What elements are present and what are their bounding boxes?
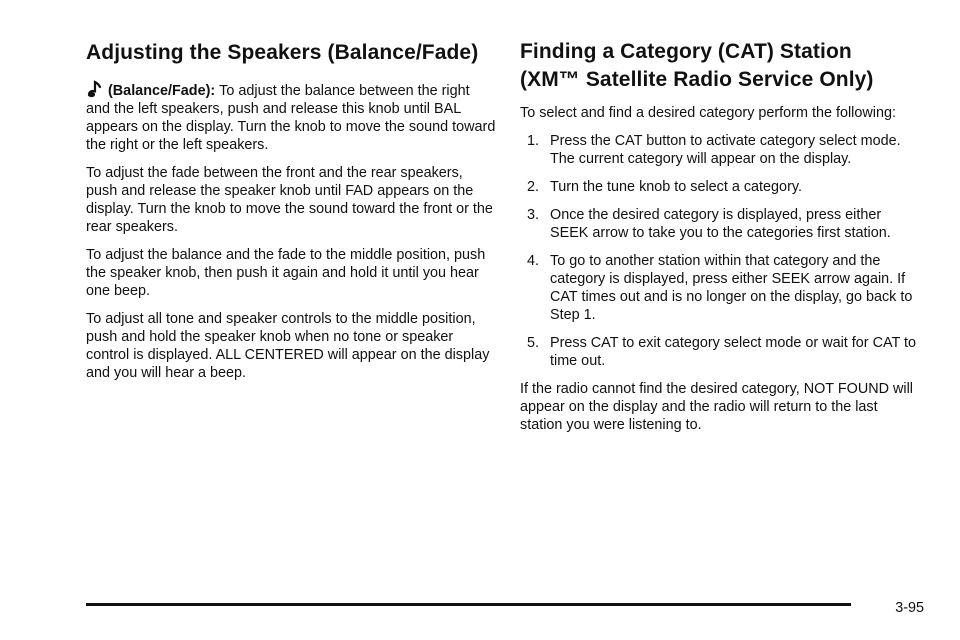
list-item <box>520 132 920 168</box>
fade-paragraph: To adjust the fade between the front and the rear speakers, push and release the speaker knob until FAD appears on the display. Turn the knob to move the sound toward the front or the rear speakers. <box>86 165 493 235</box>
step-text: Turn the tune knob to select a category. <box>550 179 802 195</box>
step-text: Once the desired category is displayed, press either SEEK arrow to take you to the categories first station. <box>550 207 891 241</box>
list-item <box>520 334 920 370</box>
step-text: To go to another station within that category and the category is displayed, press either SEEK arrow again. If CAT times out and is no longer on the display, go back to Step 1. <box>550 253 913 323</box>
category-heading-line2: (XM™ Satellite Radio Service Only) <box>520 68 874 91</box>
speaker-knob-icon <box>86 80 102 98</box>
category-steps-list <box>520 132 920 370</box>
step-number: 4. <box>527 253 540 269</box>
page-number: 3-95 <box>895 600 924 616</box>
balance-fade-lead-paragraph <box>86 80 496 154</box>
category-heading-line1: Finding a Category (CAT) Station <box>520 40 852 63</box>
not-found-paragraph: If the radio cannot find the desired category, NOT FOUND will appear on the display and the radio will return to the last station you were listening to. <box>520 381 913 433</box>
category-station-heading <box>520 38 920 94</box>
balance-fade-lead-text: To adjust the balance between the right and the left speakers, push and release this knob until BAL appears on the display. Turn the knob to move the sound toward the right or the left speakers. <box>86 83 496 153</box>
step-text: Press CAT to exit category select mode or wait for CAT to time out. <box>550 335 917 369</box>
category-station-section <box>520 38 920 444</box>
all-centered-paragraph: To adjust all tone and speaker controls to the middle position, push and hold the speaker knob when no tone or speaker control is displayed. ALL CENTERED will appear on the display and you will hear a beep. <box>86 311 490 381</box>
list-item <box>520 206 920 242</box>
balance-fade-section <box>86 38 496 392</box>
footer-rule <box>86 603 851 606</box>
balance-fade-heading: Adjusting the Speakers (Balance/Fade) <box>86 41 479 64</box>
balance-fade-label: (Balance/Fade): <box>108 83 216 99</box>
list-item <box>520 178 920 196</box>
step-number: 1. <box>527 133 540 149</box>
middle-position-paragraph: To adjust the balance and the fade to the middle position, push the speaker knob, then push it again and hold it until you hear one beep. <box>86 247 486 299</box>
step-number: 3. <box>527 207 540 223</box>
step-number: 2. <box>527 179 540 195</box>
list-item <box>520 252 920 324</box>
step-number: 5. <box>527 335 540 351</box>
category-intro: To select and find a desired category perform the following: <box>520 105 896 121</box>
step-text: Press the CAT button to activate category select mode. The current category will appear on the display. <box>550 133 901 167</box>
